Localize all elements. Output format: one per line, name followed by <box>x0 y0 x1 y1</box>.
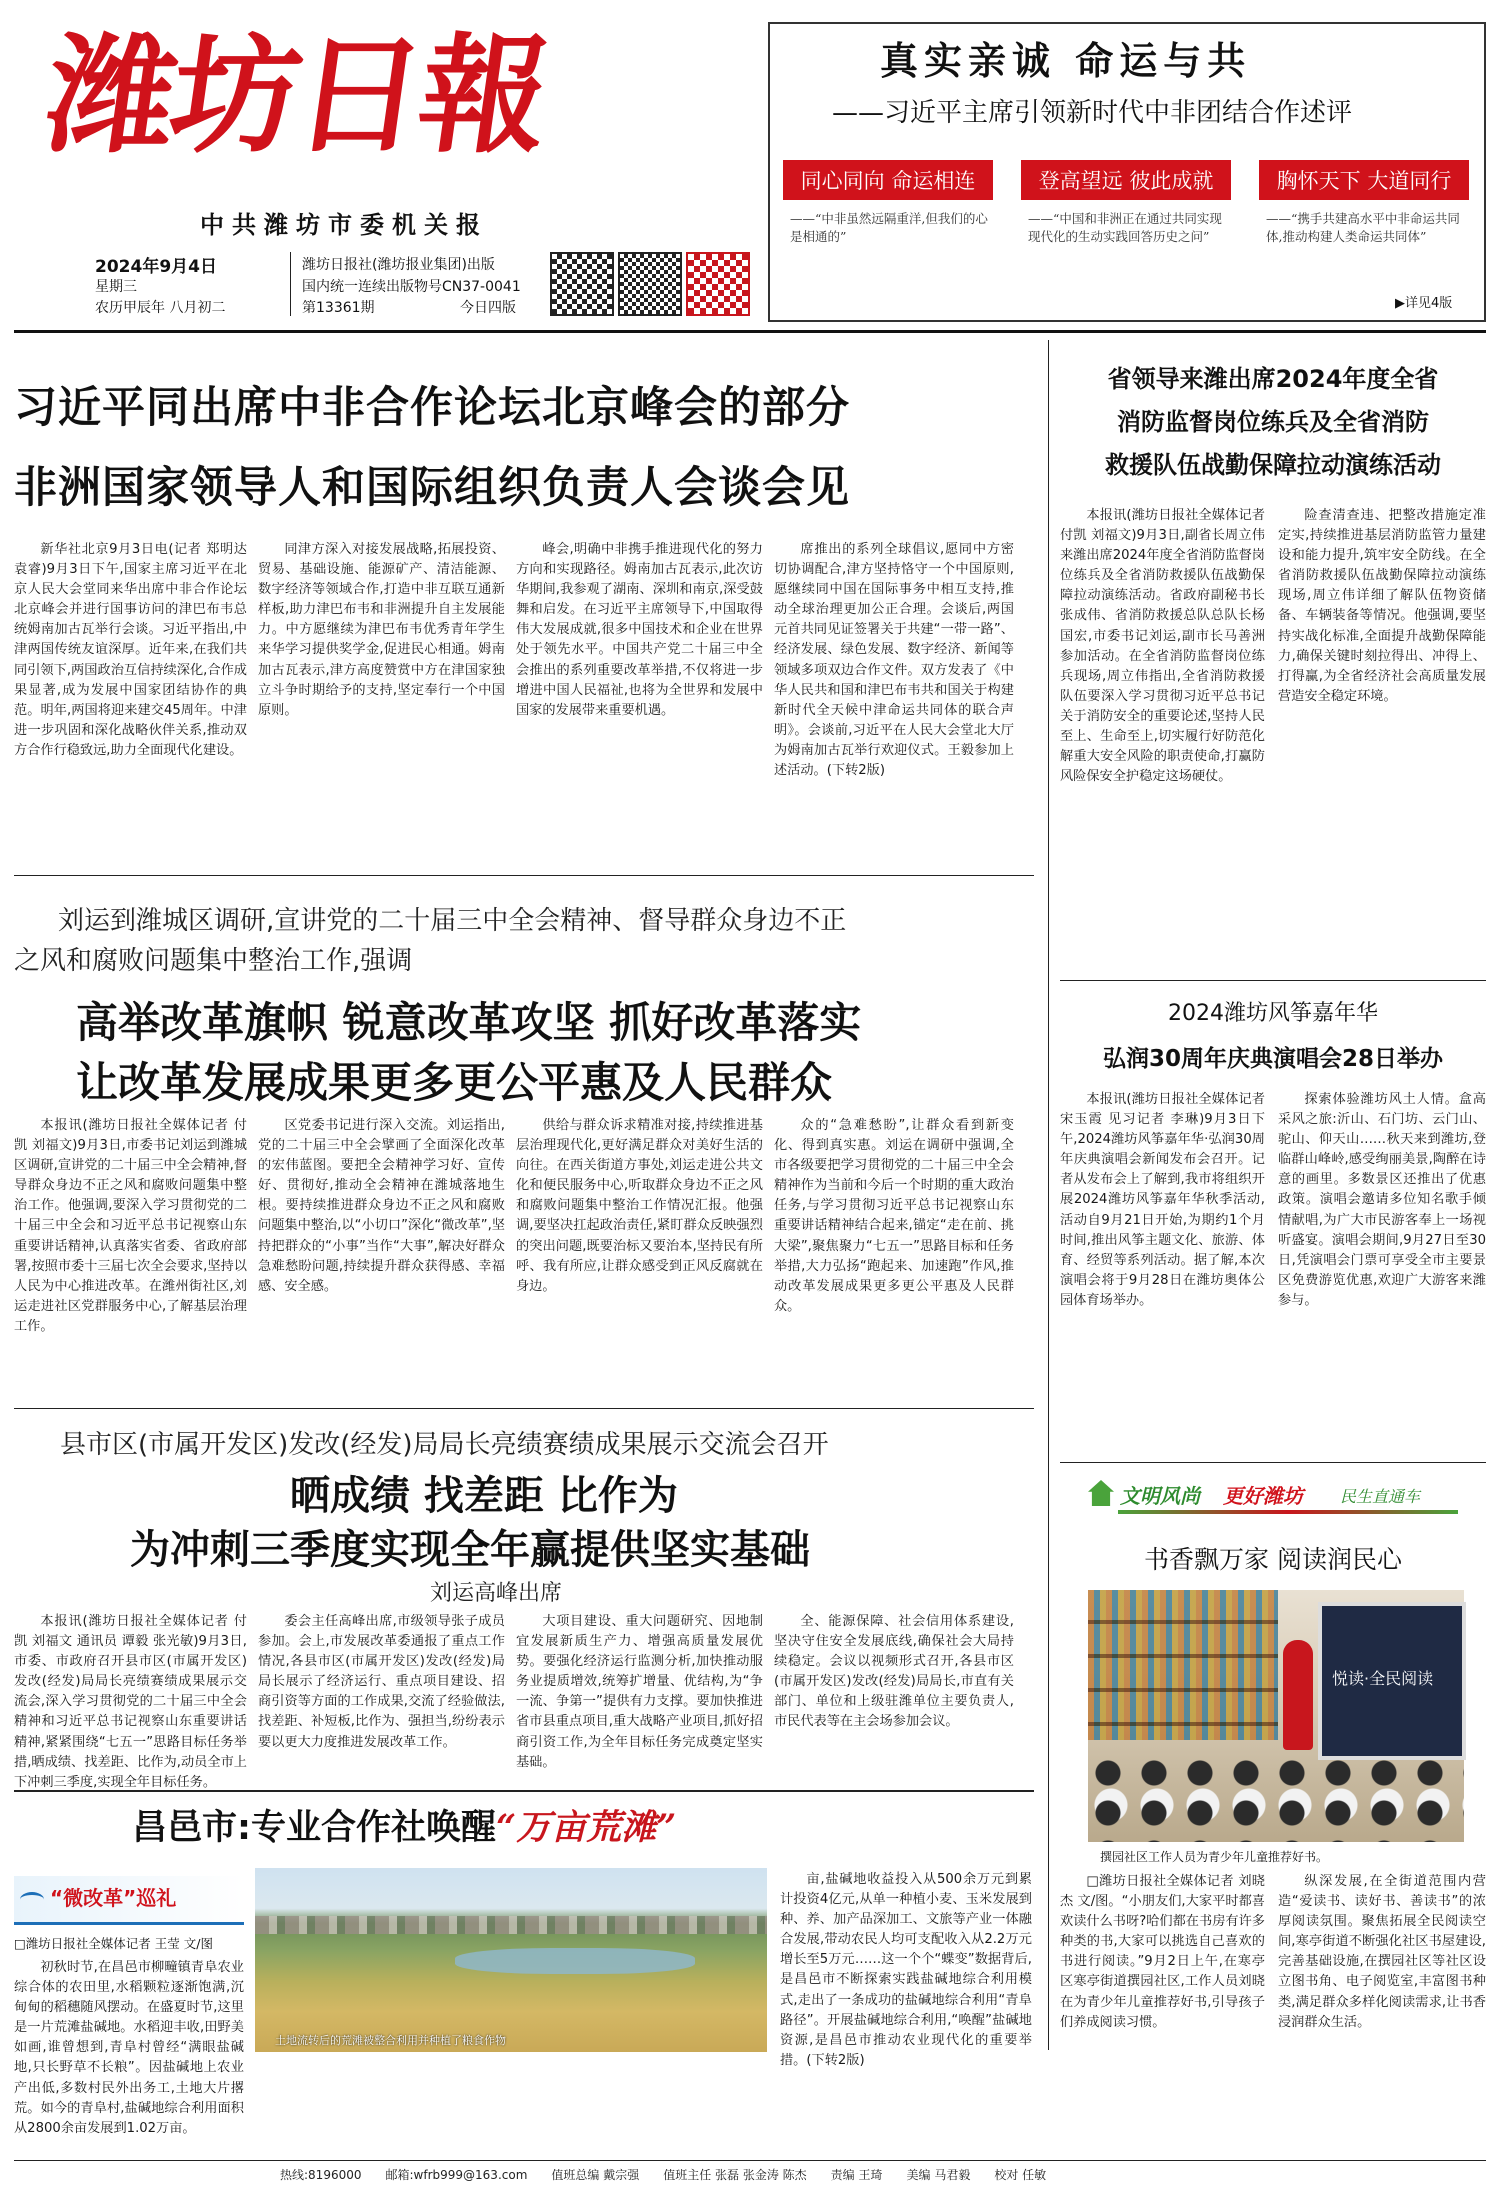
photo-caption: 土地流转后的荒滩被整合利用并种植了粮食作物 <box>275 2034 506 2047</box>
right-mid-col-2: 探索体验潍坊风土人情。盒高采风之旅:沂山、石门坊、云门山、驼山、仰天山……秋天来到潍坊,登临群山峰岭,感受绚丽美景,陶醉在诗意的画里。多数景区还推出了优惠政策。演唱会邀请多位知名歌手倾情献唱,为广大市民游客奉上一场视听盛宴。演唱会期间,9月27日至30日,凭演唱会门票可享受全市主要景区免费游览优惠,欢迎广大游客来潍参与。 <box>1278 1092 1486 1308</box>
display-screen <box>1318 1602 1466 1760</box>
article3-col-4: 全、能源保障、社会信用体系建设,坚决守住安全发展底线,确保社会大局持续稳定。会议以视频形式召开,各县市区(市属开发区)发改(经发)局局长,市直有关部门、单位和上级驻潍单位主要负责人,市民代表等在主会场参加会议。 <box>774 1614 1014 1730</box>
footer-editor: 值班总编 戴宗强 <box>551 2168 640 2182</box>
right-mid-title-2: 弘润30周年庆典演唱会28日举办 <box>1102 1046 1443 1072</box>
masthead-pages: 今日四版 <box>460 300 516 316</box>
right-mid-col-1: 本报讯(潍坊日报社全媒体记者 宋玉霞 见习记者 李琳)9月3日下午,2024潍坊风筝嘉年华·弘润30周年庆典演唱会新闻发布会召开。记者从发布会上了解到,我市将组织开展2024潍坊风筝嘉年华秋季活动,活动自9月21日开始,为期约1个月时间,推出风筝主题文化、旅游、体育、经贸等系列活动。据了解,本次演唱会将于9月28日在潍坊奥体公园体育场举办。 <box>1060 1092 1265 1308</box>
right-top-title-line: 救援队伍战勤保障拉动演练活动 <box>1105 451 1441 479</box>
article2-headline-2: 让改革发展成果更多更公平惠及人民群众 <box>76 1058 833 1107</box>
reading-photo <box>1088 1590 1464 1842</box>
right-mid-title-1: 2024潍坊风筝嘉年华 <box>1168 1001 1378 1026</box>
article3-headline-2: 为冲刺三季度实现全年赢提供坚实基础 <box>130 1526 810 1573</box>
lead-col-1: 新华社北京9月3日电(记者 郑明达 袁睿)9月3日下午,国家主席习近平在北京人民大会堂同来华出席中非合作论坛北京峰会并进行国事访问的津巴布韦总统姆南加古瓦举行会谈。习近平指出,中津两国传统友谊深厚。近年来,在我们共同引领下,两国政治互信持续深化,合作成果显著,成为发展中国家团结协作的典范。明年,两国将迎来建交45周年。中津进一步巩固和深化战略伙伴关系,推动双方合作行稳致远,助力全面现代化建设。 <box>14 542 247 758</box>
lead-headline-2: 非洲国家领导人和国际组织负责人会谈会见 <box>14 463 850 513</box>
wave-icon <box>20 1892 44 1907</box>
article2-headline-1: 高举改革旗帜 锐意改革攻坚 抓好改革落实 <box>76 998 862 1047</box>
masthead-weekday: 星期三 <box>95 279 137 295</box>
footer-bar <box>280 2166 1180 2183</box>
article2-kicker-1: 刘运到潍城区调研,宣讲党的二十届三中全会精神、督导群众身边不正 <box>58 906 847 936</box>
footer-page-editor: 责编 王琦 <box>830 2168 883 2182</box>
screen-text: 悦读·全民阅读 <box>1332 1669 1434 1688</box>
bottom-headline-quote: “万亩荒滩” <box>496 1807 677 1848</box>
masthead-cn: 国内统一连续出版物号CN37-0041 <box>302 279 521 295</box>
banner-title: 真实亲诚 命运与共 <box>880 38 1252 83</box>
right-top-col-1: 本报讯(潍坊日报社全媒体记者 付凯 刘福文)9月3日,副省长周立伟来潍出席2024年度全省消防监督岗位练兵及全省消防救援队伍战勤保障拉动演练活动。省政府副秘书长张成伟、省消防救援总队总队长杨国宏,市委书记刘运,副市长马善洲参加活动。在全省消防监督岗位练兵现场,周立伟指出,全省消防救援队伍要深入学习贯彻习近平总书记关于消防安全的重要论述,坚持人民至上、生命至上,切实履行好防范化解重大安全风险的职责使命,打赢防风险保安全护稳定这场硬仗。 <box>1060 508 1265 785</box>
children-row <box>1088 1755 1464 1842</box>
village-row <box>255 1916 767 1934</box>
civility-tag-1: 文明风尚 <box>1120 1484 1200 1508</box>
masthead-lunar: 农历甲辰年 八月初二 <box>95 300 226 316</box>
right-top-title-line: 省领导来潍出席2024年度全省 <box>1107 365 1439 393</box>
article3-byline: 刘运高峰出席 <box>430 1581 563 1606</box>
article3-col-2: 委会主任高峰出席,市级领导张子成员参加。会上,市发展改革委通报了重点工作情况,各县市区(市属开发区)发改(经发)局局长展示了经济运行、重点项目建设、招商引资等方面的工作成果,交流了经验做法,找差距、补短板,比作为、强担当,纷纷表示要以更大力度推进发展改革工作。 <box>258 1614 505 1750</box>
bottom-col-1: 初秋时节,在昌邑市柳疃镇青阜农业综合体的农田里,水稻颗粒逐渐饱满,沉甸甸的稻穗随风摆动。在盛夏时节,这里是一片荒滩盐碱地。水稻迎丰收,田野美如画,谁曾想到,青阜村曾经“满眼盐碱地,只长野草不长粮”。因盐碱地上农业产出低,多数村民外出务工,土地大片撂荒。如今的青阜村,盐碱地综合利用面积从2800余亩发展到1.02万亩。 <box>14 1960 244 2136</box>
lead-col-4: 席推出的系列全球倡议,愿同中方密切协调配合,津方坚持恪守一个中国原则,愿继续同中国在国际事务中相互支持,推动全球治理更加公正合理。会谈后,两国元首共同见证签署关于共建“一带一路”、经济发展、绿色发展、数字经济、新闻等领域多项双边合作文件。双方发表了《中华人民共和国和津巴布韦共和国关于构建新时代全天候中津命运共同体的联合声明》。会谈前,习近平在人民大会堂北大厅为姆南加古瓦举行欢迎仪式。王毅参加上述活动。(下转2版) <box>774 542 1014 779</box>
banner-quote-3: ——“携手共建高水平中非命运共同体,推动构建人类命运共同体” <box>1266 211 1460 244</box>
article2-col-1: 本报讯(潍坊日报社全媒体记者 付凯 刘福文)9月3日,市委书记刘运到潍城区调研,宣讲党的二十届三中全会精神,督导群众身边不正之风和腐败问题集中整治工作。他强调,要深入学习贯彻党的二十届三中全会和习近平总书记视察山东重要讲话精神,认真落实省委、省政府部署,按照市委十三届七次全会要求,坚持以人民为中心推进改革。在潍州街社区,刘运走进社区党群服务中心,了解基层治理工作。 <box>14 1118 247 1334</box>
right-top-title <box>1060 358 1486 487</box>
article3-col-1: 本报讯(潍坊日报社全媒体记者 付凯 刘福文 通讯员 谭毅 张光敏)9月3日,市委、市政府召开县市区(市属开发区)发改(经发)局局长亮绩赛绩成果展示交流会,深入学习贯彻党的二十届三中全会精神和习近平总书记视察山东重要讲话精神,紧紧围绕“七五一”思路目标任务举措,晒成绩、找差距、比作为,动员全市上下冲刺三季度,实现全年目标任务。 <box>14 1614 247 1790</box>
house-icon <box>1088 1480 1114 1506</box>
qr-code-icon <box>686 252 750 316</box>
bottom-byline: □潍坊日报社全媒体记者 王莹 文/图 <box>14 1936 213 1951</box>
footer-email: 邮箱:wfrb999@163.com <box>385 2168 528 2182</box>
underline-wave <box>1118 1510 1458 1514</box>
presenter <box>1283 1640 1313 1750</box>
banner-tab-label: 胸怀天下 大道同行 <box>1276 169 1452 193</box>
bottom-headline <box>132 1800 676 1850</box>
article2-col-4: 众的“急难愁盼”,让群众看到新变化、得到真实惠。刘运在调研中强调,全市各级要把学习贯彻党的二十届三中全会精神作为当前和今后一个时期的重大政治任务,与学习贯彻习近平总书记视察山东重要讲话精神结合起来,锚定“走在前、挑大梁”,聚焦聚力“七五一”思路目标和任务举措,大力弘扬“跑起来、加速跑”作风,推动改革发展成果更多更公平惠及人民群众。 <box>774 1118 1014 1314</box>
reading-photo-caption: 撰园社区工作人员为青少年儿童推荐好书。 <box>1100 1850 1329 1864</box>
lead-col-3: 峰会,明确中非携手推进现代化的努力方向和实现路径。姆南加古瓦表示,此次访华期间,我参观了湖南、深圳和南京,深受鼓舞和启发。在习近平主席领导下,中国取得伟大发展成就,很多中国技术和企业在世界处于领先水平。中国共产党二十届三中全会推出的系列重要改革举措,不仅将进一步增进中国人民福祉,也将为全世界和发展中国家的发展带来重要机遇。 <box>516 542 763 718</box>
civility-tag-3: 民生直通车 <box>1340 1487 1421 1506</box>
banner-tab-label: 同心同向 命运相连 <box>800 169 976 193</box>
lead-col-2: 同津方深入对接发展战略,拓展投资、贸易、基础设施、能源矿产、清洁能源、数字经济等领域合作,打造中非互联互通新样板,助力津巴布韦和非洲提升自主发展能力。中方愿继续为津巴布韦优秀青年学生来华学习提供奖学金,促进民心相通。姆南加古瓦表示,津方高度赞赏中方在津国家独立斗争时期给予的支持,坚定奉行一个中国原则。 <box>258 542 505 718</box>
masthead-issue: 第13361期 <box>302 300 375 316</box>
masthead-logo: 潍坊日報 <box>37 21 555 171</box>
civility-banner <box>1088 1474 1468 1518</box>
right-bottom-col-1: □潍坊日报社全媒体记者 刘晓杰 文/图。“小朋友们,大家平时都喜欢读什么书呀?哈们都在书房有许多种类的书,大家可以挑选自己喜欢的书进行阅读。”9月2日上午,在寒亭区寒亭街道撰园社区,工作人员刘晓在为青少年儿童推荐好书,引导孩子们养成阅读习惯。 <box>1060 1874 1265 2030</box>
article3-kicker: 县市区(市属开发区)发改(经发)局局长亮绩赛绩成果展示交流会召开 <box>60 1430 829 1460</box>
qr-code-icon <box>618 252 682 316</box>
banner-tab-1 <box>783 160 993 200</box>
qr-code-icon <box>550 252 614 316</box>
bookshelf <box>1088 1590 1278 1740</box>
lead-headline-1: 习近平同出席中非合作论坛北京峰会的部分 <box>14 383 850 433</box>
article3-headline-1: 晒成绩 找差距 比作为 <box>290 1472 678 1519</box>
right-top-col-2: 险查清查违、把整改措施定准定实,持续推进基层消防监管力量建设和能力提升,筑牢安全防线。在全省消防救援队伍战勤保障拉动演练现场,周立伟详细了解队伍物资储备、车辆装备等情况。他强调,要坚持实战化标准,全面提升战勤保障能力,确保关键时刻拉得出、冲得上、打得赢,为全省经济社会高质量发展营造安全稳定环境。 <box>1278 508 1486 704</box>
article2-col-2: 区党委书记进行深入交流。刘运指出,党的二十届三中全会擘画了全面深化改革的宏伟蓝图。要把全会精神学习好、宣传好、贯彻好,推动全会精神在潍城落地生根。要持续推进群众身边不正之风和腐败问题集中整治,以“小切口”深化“微改革”,坚持把群众的“小事”当作“大事”,解决好群众急难愁盼问题,持续提升群众获得感、幸福感、安全感。 <box>258 1118 505 1294</box>
article3-col-3: 大项目建设、重大问题研究、因地制宜发展新质生产力、增强高质量发展优势。要强化经济运行监测分析,加快推动服务业提质增效,统筹扩增量、优结构,为“争一流、争第一”提供有力支撑。要加快推进省市县重点项目,重大战略产业项目,抓好招商引资工作,为全年目标任务完成奠定坚实基础。 <box>516 1614 763 1770</box>
footer-art-editor: 美编 马君毅 <box>906 2168 971 2182</box>
banner-quote-1: ——“中非虽然远隔重洋,但我们的心是相通的” <box>790 211 988 244</box>
footer-proofreader: 校对 任敏 <box>994 2168 1047 2182</box>
civility-tag-2: 更好潍坊 <box>1223 1484 1303 1508</box>
masthead-publisher: 潍坊日报社(潍坊报业集团)出版 <box>302 257 495 273</box>
banner-tab-2 <box>1021 160 1231 200</box>
article2-col-3: 供给与群众诉求精准对接,持续推进基层治理现代化,更好满足群众对美好生活的向往。在西关街道方事处,刘运走进公共文化和便民服务中心,听取群众身边不正之风和腐败问题集中整治工作情况汇报。他强调,要坚决扛起政治责任,紧盯群众反映强烈的突出问题,既要治标又要治本,坚持民有所呼、我有所应,让群众感受到正风反腐就在身边。 <box>516 1118 763 1294</box>
bottom-col-2: 亩,盐碱地收益投入从500余万元到累计投资4亿元,从单一种植小麦、玉米发展到种、养、加产品深加工、文旅等产业一体融合发展,带动农民人均可支配收入从2.2万元增长至5万元……这一个个“蝶变”数据背后,是昌邑市不断探索实践盐碱地综合利用模式,走出了一条成功的盐碱地综合利用“青阜路径”。开展盐碱地综合利用,“唤醒”盐碱地资源,是昌邑市推动农业现代化的重要举措。(下转2版) <box>780 1872 1032 2068</box>
micro-reform-tag <box>14 1876 244 1925</box>
right-bottom-title: 书香飘万家 阅读润民心 <box>1144 1545 1402 1574</box>
masthead-date: 2024年9月4日 <box>95 257 217 277</box>
right-bottom-col-2: 纵深发展,在全街道范围内营造“爱读书、读好书、善读书”的浓厚阅读氛围。聚焦拓展全民阅读空间,寒亭街道不断强化社区书屋建设,完善基础设施,在撰园社区等社区设立图书角、电子阅览室,丰富图书种类,满足群众多样化阅读需求,让书香浸润群众生活。 <box>1278 1874 1486 2030</box>
banner-tab-label: 登高望远 彼此成就 <box>1038 169 1214 193</box>
farmland-photo <box>255 1868 767 2052</box>
footer-hotline: 热线:8196000 <box>280 2168 362 2182</box>
bottom-headline-prefix: 昌邑市:专业合作社唤醒 <box>132 1808 496 1848</box>
banner-tab-3 <box>1259 160 1469 200</box>
banner-subtitle: ——习近平主席引领新时代中非团结合作述评 <box>832 98 1353 128</box>
water-pond <box>455 1948 695 1974</box>
right-top-title-line: 消防监督岗位练兵及全省消防 <box>1117 408 1429 436</box>
banner-see-more[interactable]: ▶详见4版 <box>1395 296 1453 311</box>
masthead-org: 中共潍坊市委机关报 <box>200 211 488 239</box>
banner-quote-2: ——“中国和非洲正在通过共同实现现代化的生动实践回答历史之问” <box>1028 211 1222 244</box>
micro-reform-label: “微改革”巡礼 <box>50 1886 177 1910</box>
article2-kicker-2: 之风和腐败问题集中整治工作,强调 <box>14 946 413 976</box>
footer-director: 值班主任 张磊 张金涛 陈杰 <box>663 2168 807 2182</box>
